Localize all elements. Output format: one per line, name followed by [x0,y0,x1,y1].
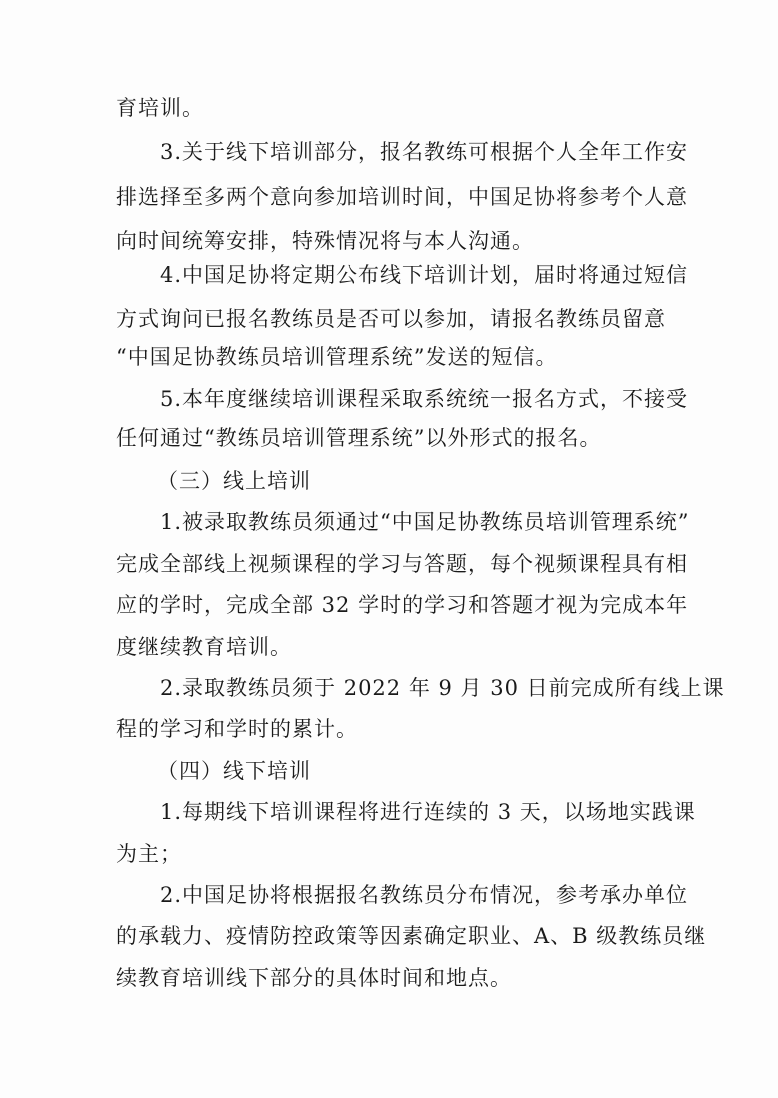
text-line: 为主； [116,842,182,866]
text-line: 完成全部线上视频课程的学习与答题，每个视频课程具有相 [116,552,688,576]
text-line: 的承载力、疫情防控政策等因素确定职业、A、B 级教练员继 [116,924,707,948]
section-heading-offline-training: （四）线下培训 [157,759,311,783]
text-line: 任何通过“教练员培训管理系统”以外形式的报名。 [116,426,602,450]
paragraph-item-5: 5.本年度继续培训课程采取系统统一报名方式，不接受 [160,387,689,411]
text-line: 度继续教育培训。 [116,635,292,659]
text-line: 育培训。 [116,96,204,120]
paragraph-item-1: 1.每期线下培训课程将进行连续的 3 天，以场地实践课 [160,800,696,824]
paragraph-item-3: 3.关于线下培训部分，报名教练可根据个人全年工作安 [160,140,689,164]
text-line: 应的学时，完成全部 32 学时的学习和答题才视为完成本年 [116,593,689,617]
text-line: “中国足协教练员培训管理系统”发送的短信。 [116,345,558,369]
text-line: 程的学习和学时的累计。 [116,717,358,741]
text-line: 向时间统筹安排，特殊情况将与本人沟通。 [116,229,534,253]
paragraph-item-4: 4.中国足协将定期公布线下培训计划，届时将通过短信 [160,263,689,287]
paragraph-item-2: 2.中国足协将根据报名教练员分布情况，参考承办单位 [160,883,689,907]
text-line: 方式询问已报名教练员是否可以参加，请报名教练员留意 [116,307,666,331]
paragraph-item-1: 1.被录取教练员须通过“中国足协教练员培训管理系统” [160,510,690,534]
text-line: 排选择至多两个意向参加培训时间，中国足协将参考个人意 [116,185,688,209]
text-line: 续教育培训线下部分的具体时间和地点。 [116,966,512,990]
paragraph-item-2: 2.录取教练员须于 2022 年 9 月 30 日前完成所有线上课 [160,676,725,700]
section-heading-online-training: （三）线上培训 [157,469,311,493]
